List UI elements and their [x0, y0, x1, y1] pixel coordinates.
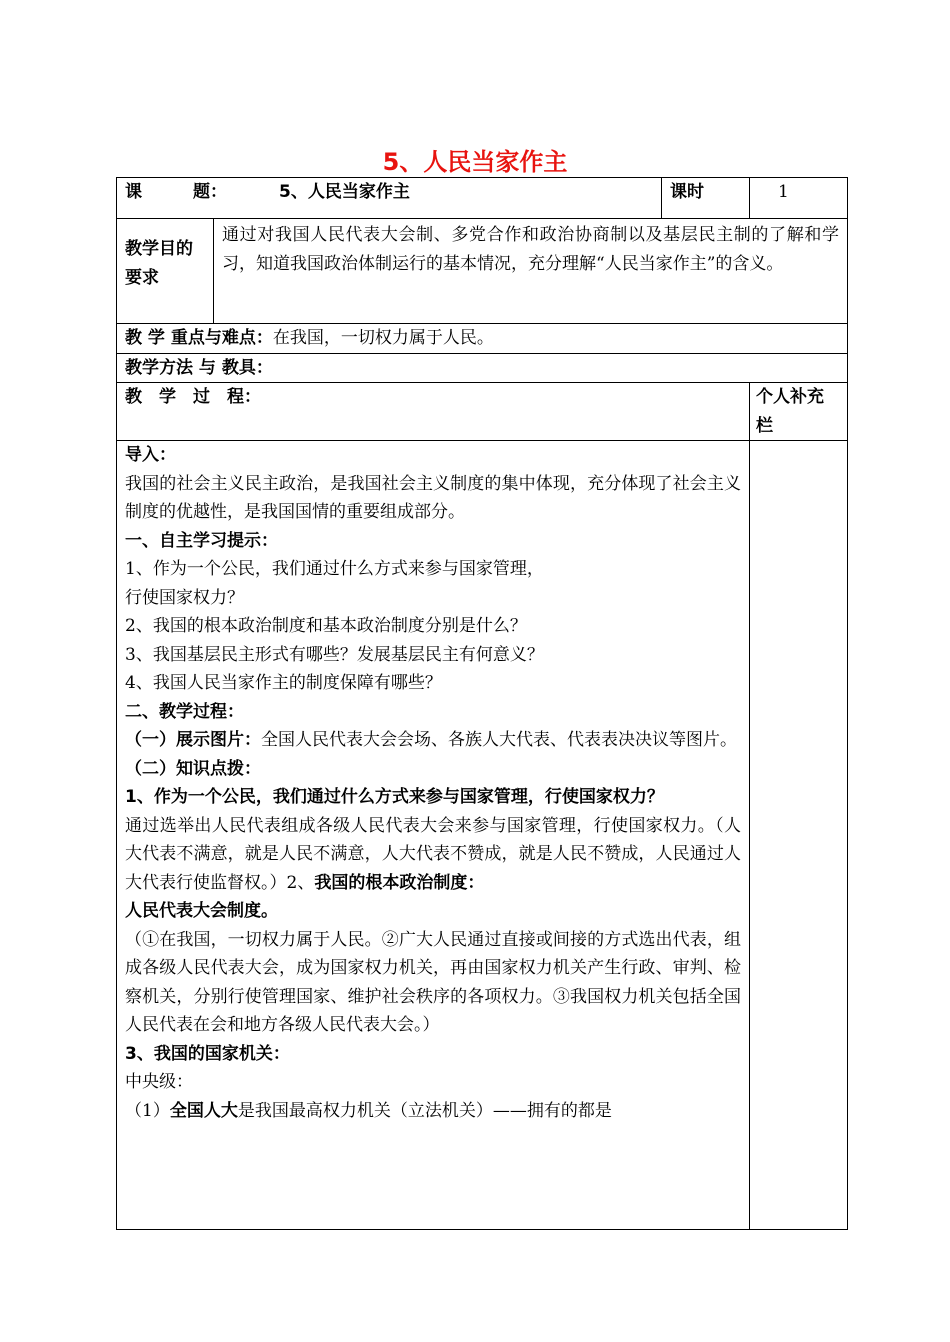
question-2: 2、我国的根本政治制度和基本政治制度分别是什么？ — [125, 616, 527, 636]
knowledge-1-heading: 1、作为一个公民，我们通过什么方式来参与国家管理，行使国家权力？ — [125, 787, 664, 807]
question-1-line-1: 1、作为一个公民，我们通过什么方式来参与国家管理， — [125, 559, 544, 579]
knowledge-2-answer: 人民代表大会制度。 — [125, 901, 278, 921]
objectives-text: 通过对我国人民代表大会制、多党合作和政治协商制以及基层民主制的了解和学习，知道我国政治体制运行的基本情况，充分理解“人民当家作主”的含义。 — [214, 219, 848, 324]
objectives-row — [117, 219, 848, 324]
intro-heading: 导入： — [125, 445, 176, 465]
knowledge-2-heading: 我国的根本政治制度： — [314, 872, 485, 893]
knowledge-3-heading: 3、我国的国家机关： — [125, 1043, 290, 1064]
supplement-column-header: 个人补充栏 — [750, 383, 848, 441]
process-content-row — [117, 441, 848, 1230]
objectives-label-line1: 教学目的 — [125, 239, 193, 259]
show-pictures-paragraph — [125, 726, 741, 755]
topic-cell — [117, 178, 662, 219]
topic-value: 5、人民当家作主 — [279, 182, 410, 202]
methods-row — [117, 353, 848, 383]
key-points-text: 在我国，一切权力属于人民。 — [272, 328, 494, 348]
topic-label: 课 题： — [125, 182, 227, 202]
hours-label: 课时 — [662, 178, 750, 219]
process-content-cell — [117, 441, 750, 1230]
key-points-cell — [117, 324, 848, 354]
hours-value: 1 — [750, 178, 848, 219]
npc-prefix: （1） — [125, 1100, 170, 1121]
objectives-label-cell — [117, 219, 214, 324]
objectives-label-line2: 要求 — [125, 267, 159, 288]
npc-paragraph — [125, 1097, 741, 1126]
knowledge-1-text: 通过选举出人民代表组成各级人民代表大会来参与国家管理，行使国家权力。（人大代表不满意，就是人民不满意，人大代表不赞成，就是人民不赞成，人民通过人大代表行使监督权。）2、 — [125, 815, 741, 893]
key-points-label: 教 学 重点与难点： — [125, 328, 273, 348]
knowledge-1-paragraph — [125, 812, 741, 898]
topic-row — [117, 178, 848, 219]
question-3: 3、我国基层民主形式有哪些？发展基层民主有何意义？ — [125, 644, 544, 665]
show-pictures-text: 全国人民代表大会会场、各族人大代表、代表表决决议等图片。 — [261, 730, 737, 750]
self-study-heading: 一、自主学习提示： — [125, 530, 278, 551]
central-level-label: 中央级： — [125, 1072, 193, 1092]
key-points-row — [117, 324, 848, 354]
lesson-plan-table — [116, 177, 848, 1230]
show-pictures-label: （一）展示图片： — [125, 730, 261, 750]
intro-text: 我国的社会主义民主政治，是我国社会主义制度的集中体现，充分体现了社会主义制度的优越性，是我国国情的重要组成部分。 — [125, 473, 741, 522]
supplement-column — [750, 441, 848, 1230]
process-label: 教 学 过 程： — [117, 383, 750, 441]
question-4: 4、我国人民当家作主的制度保障有哪些？ — [125, 673, 442, 693]
question-1-line-2: 行使国家权力？ — [125, 587, 244, 608]
page-title: 5、人民当家作主 — [382, 148, 568, 176]
process-heading: 二、教学过程： — [125, 701, 244, 722]
npc-bold-term: 全国人大 — [169, 1100, 238, 1121]
npc-text: 是我国最高权力机关（立法机关）——拥有的都是 — [237, 1100, 612, 1121]
knowledge-2-text: （①在我国，一切权力属于人民。②广大人民通过直接或间接的方式选出代表，组成各级人民代表大会，成为国家权力机关，再由国家权力机关产生行政、审判、检察机关，分别行使管理国家、维护社会秩序的各项权力。③我国权力机关包括全国人民代表在会和地方各级人民代表大会。） — [125, 929, 741, 1035]
knowledge-points-heading: （二）知识点拨： — [125, 758, 261, 779]
methods-label: 教学方法 与 教具： — [117, 353, 848, 383]
process-header-row — [117, 383, 848, 441]
